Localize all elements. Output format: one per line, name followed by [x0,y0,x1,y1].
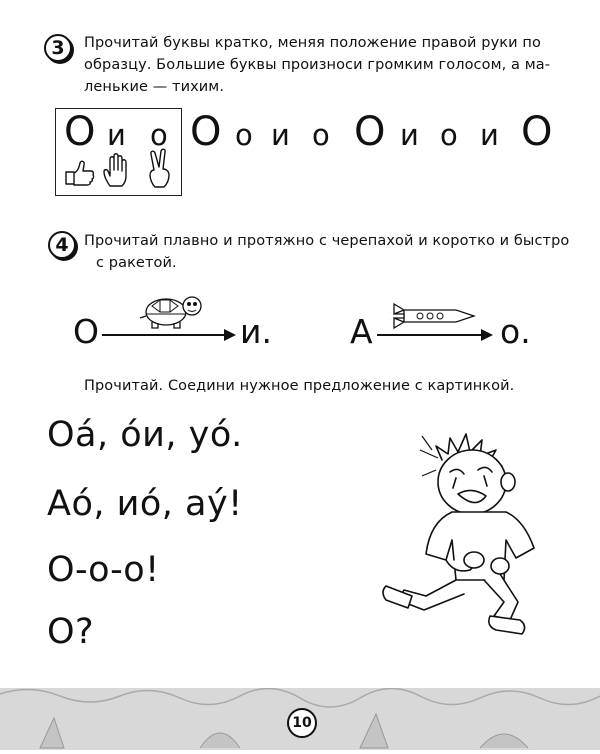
crying-boy-illustration [380,420,570,635]
instruction-line: образцу. Большие буквы произноси громким голосом, а ма- [84,57,551,73]
task-4-number: 4 [48,231,76,259]
two-fingers-hand-icon [146,148,176,190]
letter: о [235,118,253,152]
task-5-instruction [84,375,514,397]
letter: и [107,118,126,152]
slow-end-letter: и. [240,312,272,351]
letter: о [150,118,168,152]
turtle-icon [138,292,206,330]
fast-start-letter: А [350,312,373,351]
page-number: 10 [287,708,317,738]
instruction-line: Прочитай плавно и протяжно с черепахой и коротко и быстро [84,233,570,249]
letter: и [271,118,290,152]
fast-arrow-line [377,334,483,336]
letter: и [480,118,499,152]
phrase: Аó, иó, аý! [47,484,243,524]
phrase: О? [47,612,95,652]
instruction-line: Прочитай. Соедини нужное предложение с картинкой. [84,378,515,394]
slow-start-letter: О [73,312,99,351]
task-3-instruction [84,32,550,98]
open-palm-hand-icon [102,150,134,190]
letter: о [312,118,330,152]
letter: о [440,118,458,152]
thumbs-up-hand-icon [62,158,96,188]
slow-arrow-head [224,329,236,341]
letter: и [400,118,419,152]
letter: О [521,109,553,155]
fast-arrow-head [481,329,493,341]
phrase: Оá, óи, уó. [47,415,243,455]
task-4-instruction [84,230,569,274]
instruction-line: Прочитай буквы кратко, меняя положение правой руки по [84,35,541,51]
slow-arrow-line [102,334,226,336]
instruction-line: с ракетой. [96,255,177,271]
letter: О [64,109,96,155]
rocket-icon [390,302,480,330]
letter: О [354,109,386,155]
phrase: О-о-о! [47,550,160,590]
letter: О [190,109,222,155]
task-3-number: 3 [44,34,72,62]
fast-end-letter: о. [500,312,531,351]
instruction-line: ленькие — тихим. [84,79,225,95]
